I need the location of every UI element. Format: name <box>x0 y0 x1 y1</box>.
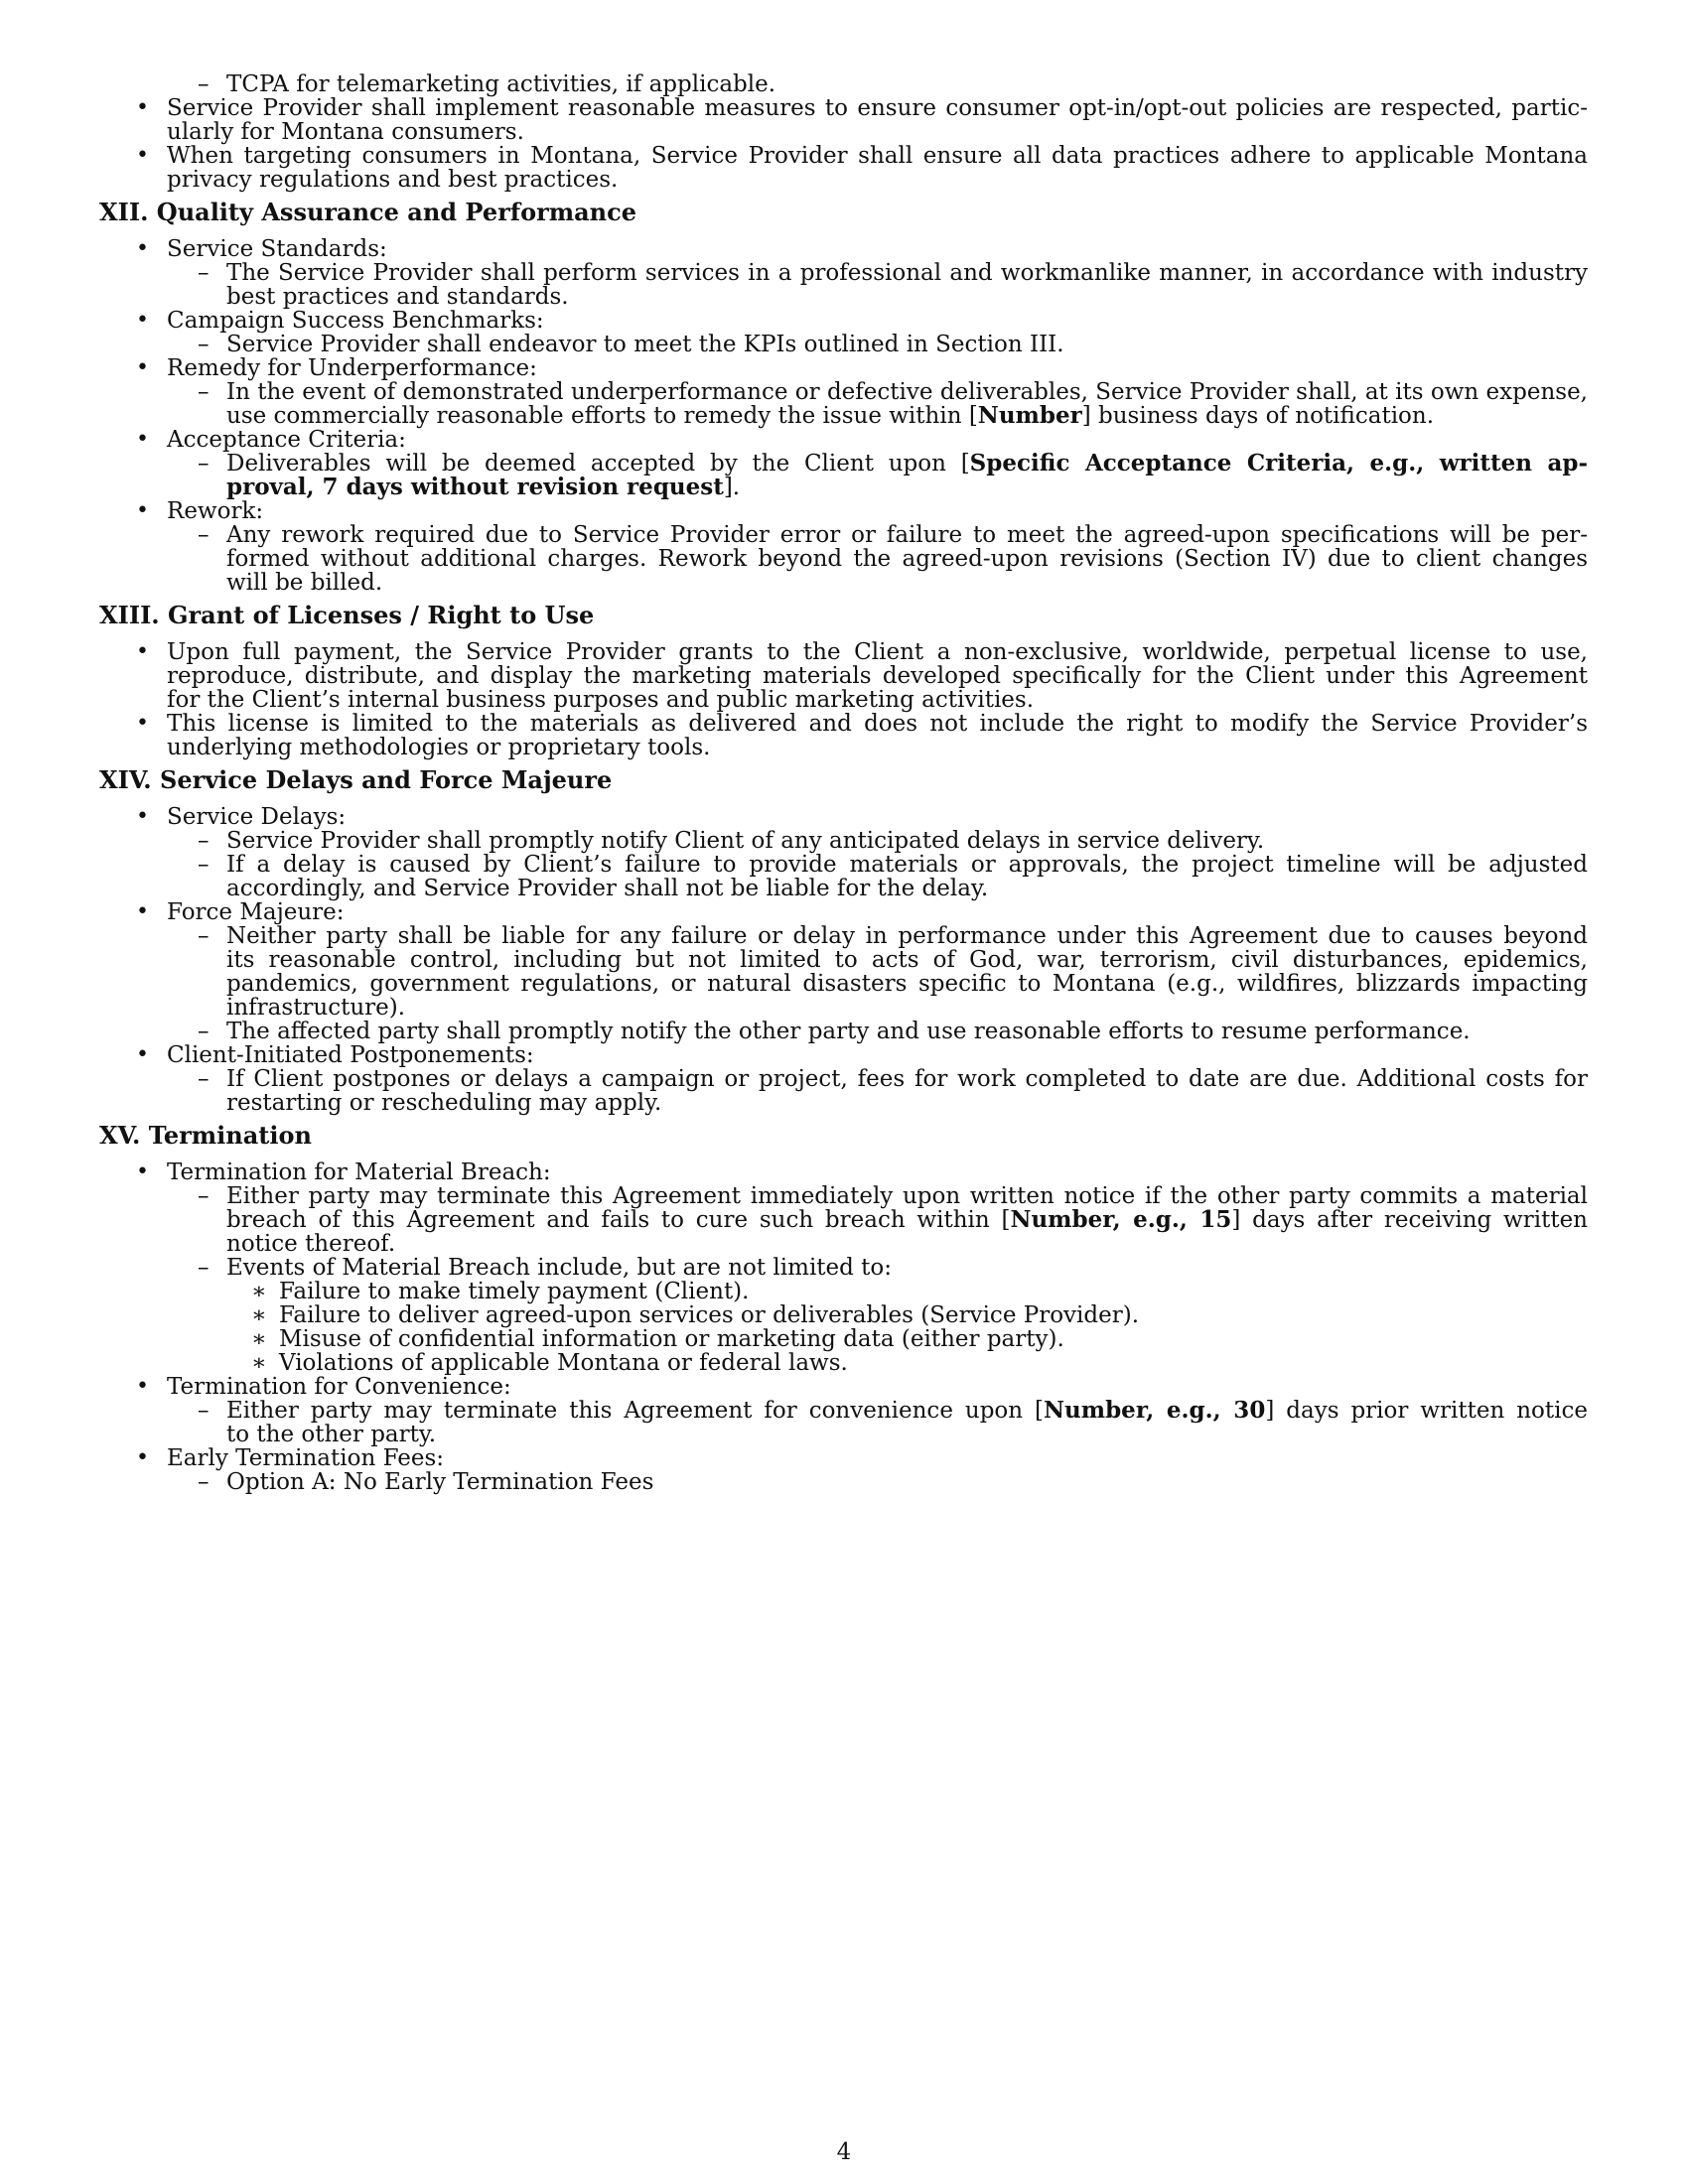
force-majeure-label: Force Majeure: <box>167 899 345 925</box>
rework-line-1: Any rework required due to Service Provider error or failure to meet the agreed-upon specifications will be per- <box>226 522 1588 548</box>
acceptance-label: Acceptance Criteria: <box>167 427 406 453</box>
remedy-label: Remedy for Underperformance: <box>167 355 537 381</box>
breach-line-1: Either party may terminate this Agreement immediately upon written notice if the other party commits a material <box>226 1183 1588 1209</box>
dash-bullet: – <box>198 1469 210 1495</box>
bullet: • <box>136 498 149 523</box>
dash-bullet: – <box>198 260 210 286</box>
bullet: • <box>136 355 149 380</box>
bullet: • <box>136 427 149 452</box>
dash-bullet: – <box>198 1255 210 1281</box>
breach-line-3: notice thereof. <box>226 1231 396 1257</box>
tcpa-item: TCPA for telemarketing activities, if applicable. <box>226 71 776 97</box>
dash-bullet: – <box>198 379 210 405</box>
license-line-1: Upon full payment, the Service Provider grants to the Client a non-exclusive, worldwide, perpetual license to use, <box>167 639 1588 665</box>
dash-bullet: – <box>198 1183 210 1209</box>
early-fees-option-a: Option A: No Early Termination Fees <box>226 1469 654 1495</box>
breach-event-4: Violations of applicable Montana or federal laws. <box>279 1350 848 1376</box>
rework-label: Rework: <box>167 498 264 524</box>
rework-line-3: will be billed. <box>226 570 383 596</box>
section-xiv-heading: XIV. Service Delays and Force Majeure <box>99 765 613 794</box>
benchmarks-label: Campaign Success Benchmarks: <box>167 308 544 334</box>
bullet: • <box>136 639 149 664</box>
bullet: • <box>136 899 149 924</box>
delays-item-2-line-1: If a delay is caused by Client’s failure to provide materials or approvals, the project timeline will be adjusted <box>226 852 1588 878</box>
star-bullet: ∗ <box>251 1279 267 1304</box>
montana-line-2: privacy regulations and best practices. <box>167 167 619 193</box>
postponements-line-1: If Client postpones or delays a campaign or project, fees for work completed to date are due. Additional costs for <box>226 1066 1588 1092</box>
breach-event-2: Failure to deliver agreed-upon services or deliverables (Service Provider). <box>279 1302 1140 1328</box>
bullet: • <box>136 1160 149 1184</box>
license-limit-line-2: underlying methodologies or proprietary tools. <box>167 735 711 760</box>
bullet: • <box>136 1374 149 1399</box>
bullet: • <box>136 711 149 736</box>
early-fees-label: Early Termination Fees: <box>167 1445 445 1471</box>
bullet: • <box>136 1445 149 1470</box>
service-standards-label: Service Standards: <box>167 236 387 262</box>
postponements-label: Client-Initiated Postponements: <box>167 1042 534 1068</box>
service-delays-label: Service Delays: <box>167 804 347 830</box>
acceptance-line-2: proval, 7 days without revision request]. <box>226 474 741 500</box>
force-majeure-line-1: Neither party shall be liable for any failure or delay in performance under this Agreement due to causes beyond <box>226 923 1588 949</box>
section-xii-heading: XII. Quality Assurance and Performance <box>99 198 636 226</box>
bullet: • <box>136 1042 149 1067</box>
bullet: • <box>136 95 149 120</box>
bullet: • <box>136 804 149 829</box>
section-xv-heading: XV. Termination <box>99 1121 312 1150</box>
opt-in-line-1: Service Provider shall implement reasonable measures to ensure consumer opt-in/opt-out policies are respected, partic- <box>167 95 1588 121</box>
page-number: 4 <box>836 2139 852 2165</box>
opt-in-line-2: ularly for Montana consumers. <box>167 119 524 145</box>
postponements-line-2: restarting or rescheduling may apply. <box>226 1090 662 1116</box>
license-line-2: reproduce, distribute, and display the marketing materials developed specifically for the Client under this Agreement <box>167 663 1588 689</box>
delays-item-2-line-2: accordingly, and Service Provider shall not be liable for the delay. <box>226 876 989 901</box>
section-xiii-heading: XIII. Grant of Licenses / Right to Use <box>99 601 595 629</box>
bullet: • <box>136 143 149 168</box>
remedy-line-2: use commercially reasonable efforts to remedy the issue within [Number] business days of notification. <box>226 402 1435 429</box>
force-majeure-line-3: pandemics, government regulations, or natural disasters specific to Montana (e.g., wildfires, blizzards impacting <box>226 971 1588 997</box>
breach-events-label: Events of Material Breach include, but are not limited to: <box>226 1255 893 1281</box>
force-majeure-line-4: infrastructure). <box>226 995 406 1021</box>
rework-line-2: formed without additional charges. Rework beyond the agreed-upon revisions (Section IV) due to client changes <box>226 546 1588 572</box>
dash-bullet: – <box>198 923 210 949</box>
bullet: • <box>136 308 149 333</box>
convenience-label: Termination for Convenience: <box>167 1374 511 1400</box>
acceptance-line-1: Deliverables will be deemed accepted by the Client upon [Specific Acceptance Criteria, e.g., written ap- <box>226 450 1588 477</box>
remedy-line-1: In the event of demonstrated underperformance or defective deliverables, Service Provider shall, at its own expense, <box>226 379 1588 405</box>
breach-line-2: breach of this Agreement and fails to cure such breach within [Number, e.g., 15] days after receiving written <box>226 1206 1588 1233</box>
benchmarks-line-1: Service Provider shall endeavor to meet the KPIs outlined in Section III. <box>226 332 1064 357</box>
license-limit-line-1: This license is limited to the materials as delivered and does not include the right to modify the Service Provider’s <box>167 711 1588 737</box>
dash-bullet: – <box>198 451 210 477</box>
star-bullet: ∗ <box>251 1302 267 1328</box>
breach-event-3: Misuse of confidential information or marketing data (either party). <box>279 1326 1064 1352</box>
dash-bullet: – <box>198 1066 210 1092</box>
delays-item-1: Service Provider shall promptly notify Client of any anticipated delays in service delivery. <box>226 828 1265 854</box>
dash-bullet: – <box>198 1019 210 1044</box>
dash-bullet: – <box>198 332 210 357</box>
bullet: • <box>136 236 149 261</box>
convenience-line-1: Either party may terminate this Agreement for convenience upon [Number, e.g., 30] days prior written notice <box>226 1397 1588 1424</box>
dash-bullet: – <box>198 828 210 854</box>
convenience-line-2: to the other party. <box>226 1422 437 1447</box>
service-standards-line-1: The Service Provider shall perform services in a professional and workmanlike manner, in accordance with industry <box>226 260 1588 286</box>
force-majeure-line-2: its reasonable control, including but not limited to acts of God, war, terrorism, civil disturbances, epidemics, <box>226 947 1588 973</box>
dash-bullet: – <box>198 852 210 878</box>
dash-bullet: – <box>198 522 210 548</box>
service-standards-line-2: best practices and standards. <box>226 284 569 310</box>
force-majeure-notify: The affected party shall promptly notify the other party and use reasonable efforts to resume performance. <box>226 1019 1471 1044</box>
breach-event-1: Failure to make timely payment (Client). <box>279 1279 750 1304</box>
montana-line-1: When targeting consumers in Montana, Service Provider shall ensure all data practices adhere to applicable Montana <box>167 143 1588 169</box>
star-bullet: ∗ <box>251 1326 267 1352</box>
star-bullet: ∗ <box>251 1350 267 1376</box>
license-line-3: for the Client’s internal business purposes and public marketing activities. <box>167 687 1035 713</box>
dash-bullet: – <box>198 1398 210 1424</box>
breach-label: Termination for Material Breach: <box>167 1160 551 1185</box>
dash-bullet: – <box>198 71 210 97</box>
